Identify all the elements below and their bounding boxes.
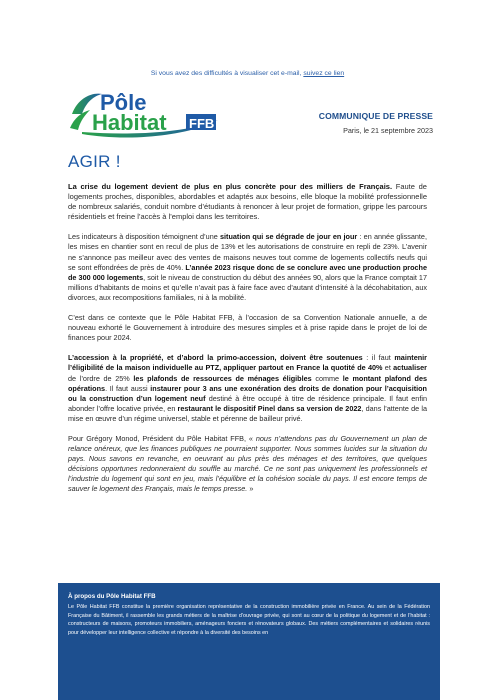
email-view-note [0,70,495,77]
m-b: : il faut [362,353,395,363]
m-i: le montant plafond des opérations [68,373,428,393]
paragraph-measures [68,353,427,424]
ind-d: L’année 2023 risque donc de se conclure avec une production proche de 300 000 logements [68,262,427,282]
paragraph-context: C’est dans ce contexte que le Pôle Habitat FFB, à l’occasion de sa Convention Nationale annuelle, a de nouveau exhorté le Gouvernement à introduire des mesures simples et à prise rapide dans le projet de loi de finances pour 2024. [68,313,427,343]
ind-a: Les indicateurs à disposition témoignent d’une [68,232,220,242]
m-l: destiné à être occupé à titre de résidence principale. Il faut enfin abonder l’offre locative privée, en [68,393,427,413]
intro-bold: La crise du logement devient de plus en plus concrète pour des milliers de Français. [68,182,393,191]
m-h: comme [311,373,343,383]
m-e: actualiser [393,363,427,373]
m-m: restaurant le dispositif Pinel dans sa version de 2022 [177,403,362,413]
m-a: L’accession à la propriété, et d’abord la primo-accession, doivent être soutenues [68,353,363,363]
email-view-note-text: Si vous avez des difficultés à visualiser cet e-mail, [150,70,304,77]
footer-body: Le Pôle Habitat FFB constitue la première organisation représentative de la construction immobilière privée en France. Au sein de la Fédération Française du Bâtiment, il rassemble les grands métiers de la maîtrise d’ouvrage privée, qui sont au cœur de la politique du logement et de l’habitat : constructeurs de maisons, promoteurs immobiliers, aménageurs fonciers et rénovateurs globaux. Des métiers complémentaires et solidaires réunis pour développer leur intelligence collective et répondre à la diversité des besoins en [68,604,430,636]
about-footer [58,583,440,700]
article-body [68,182,427,505]
press-header [319,111,433,135]
m-k: instaurer pour 3 ans une exonération des droits de donation pour l’acquisition ou la construction d’un logement neuf [68,383,427,403]
press-title: COMMUNIQUE DE PRESSE [318,111,433,121]
press-dateline: Paris, le 21 septembre 2023 [343,126,433,135]
logo-line2: Habitat [92,110,167,135]
logo-line1: Pôle [100,90,147,115]
ind-e: , soit le niveau de construction du début des années 90, alors que la France comptait 17 millions d’habitants de moins et qu’elle n’avait pas à faire face avec d’autant d’intensité à la décohabitation, aux divorces, aux recompositions familiales, ni à la mobilité. [68,272,427,302]
q-a: Pour Grégory Monod, Président du Pôle Habitat FFB, « [68,433,256,443]
ind-b: situation qui se dégrade de jour en jour [220,232,358,242]
paragraph-indicators [68,232,427,303]
pole-habitat-logo [68,84,230,140]
paragraph-intro [68,182,427,222]
q-b: nous n’attendons pas du Gouvernement un plan de relance onéreux, que les finances publiques ne pourraient supporter. Nous sommes lucides sur la situation du pays. Nous savons en revanche, en oeuvrant au plus près des ménages et des territoires, que quelques décisions opportunes redonneraient du souffle au marché. Ce ne sont pas uniquement les professionnels et l’industrie du logement qui sont en jeu, mais l’équilibre et la cohésion sociale du pays. Il est encore temps de sauver le logement des Français, mais le temps presse. [68,433,428,494]
footer-title: À propos du Pôle Habitat FFB [68,593,156,600]
m-d: et [382,363,394,373]
intro-text: Faute de logements proches, disponibles, abordables et adaptés aux besoins, elle bloque la mobilité professionnelle de nombreux salariés, conduit nombre d’étudiants à renoncer à leur projet de formation, grippe les parcours résidentiels et freine l’accès à l’emploi dans les territoires. [68,182,427,222]
m-f: de l’ordre de 25% [68,373,134,383]
ffb-badge: FFB [189,116,215,131]
m-j: . Il faut aussi [105,383,151,393]
q-c: » [247,484,254,494]
paragraph-quote [68,434,427,495]
m-c: maintenir l’éligibilité de la maison individuelle au PTZ, appliquer partout en France la quotité de 40% [68,353,427,373]
m-g: les plafonds de ressources de ménages éligibles [133,373,312,383]
ind-c: : en année glissante, les mises en chantier sont en recul de plus de 13% et les autorisations de construire en repli de 23%. L’avenir ne s’annonce pas meilleur avec des ventes de maisons neuves tout comme de logements collectifs neufs qui se sont effondrées de près de 40%. [68,232,427,272]
m-n: , dans l’attente de la mise en œuvre d’un régime universel, stable et pérenne de bailleur privé. [68,403,427,423]
page-title: AGIR ! [68,152,121,171]
view-online-link[interactable]: suivez ce lien [303,70,345,77]
